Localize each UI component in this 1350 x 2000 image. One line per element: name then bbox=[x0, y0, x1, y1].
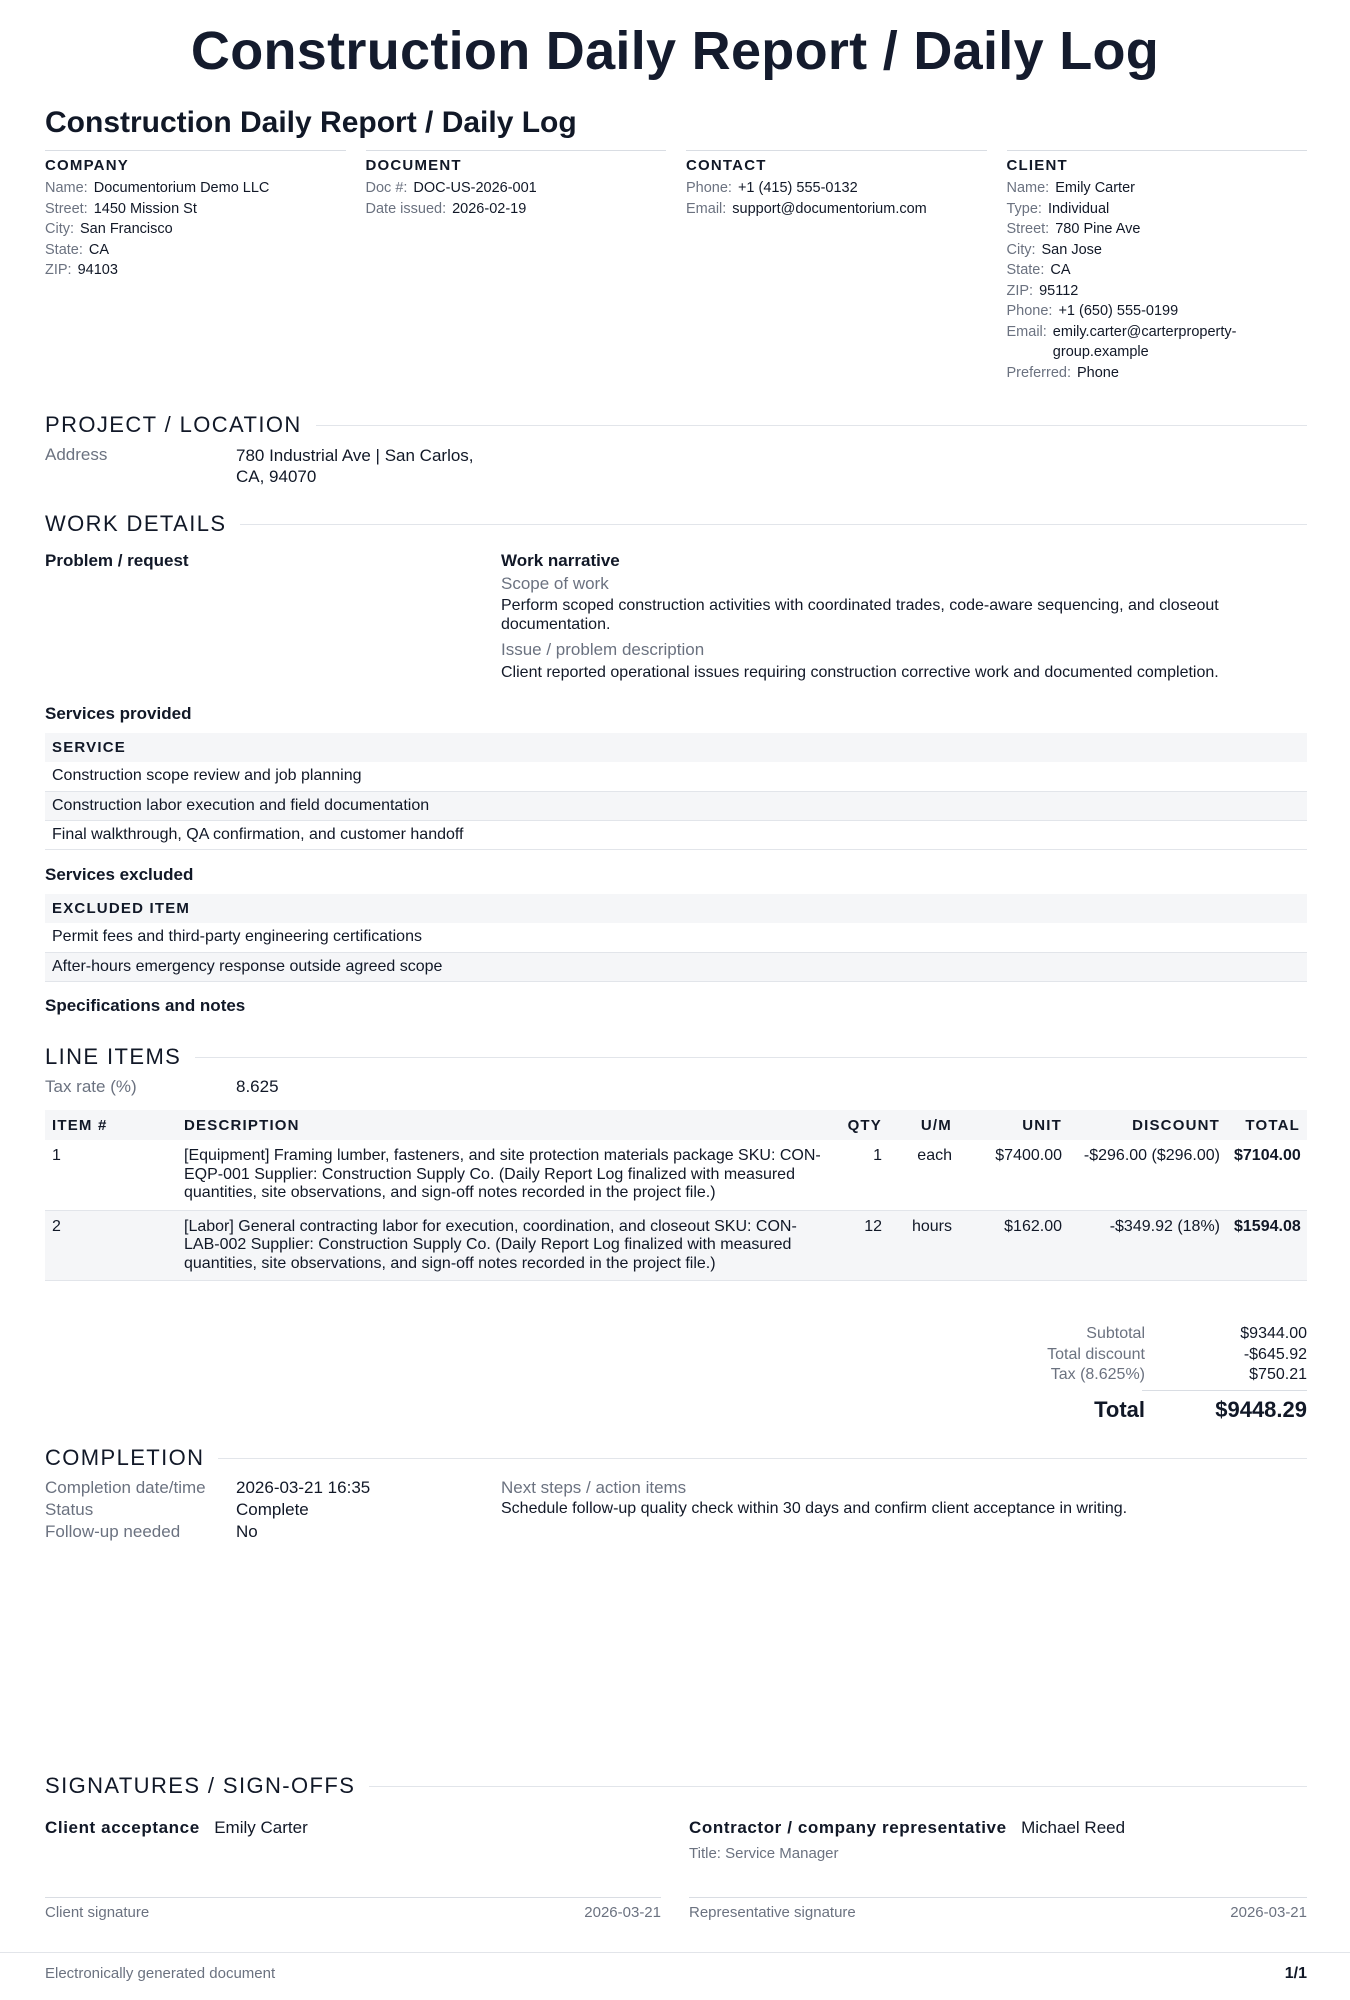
document-banner-title: Construction Daily Report / Daily Log bbox=[190, 21, 1160, 81]
service-cell: Construction labor execution and field documentation bbox=[45, 791, 1307, 820]
services-excluded-label: Services excluded bbox=[45, 865, 194, 884]
field-value: 95112 bbox=[1039, 282, 1079, 299]
excluded-cell: After-hours emergency response outside agreed scope bbox=[45, 952, 1307, 981]
discount-cell: -$296.00 ($296.00) bbox=[1069, 1140, 1227, 1210]
section-divider bbox=[369, 1786, 1307, 1787]
grand-total-label: Total bbox=[1094, 1396, 1145, 1422]
field-label: Street: bbox=[1006, 221, 1050, 237]
qty-cell: 12 bbox=[835, 1210, 889, 1281]
um-cell: hours bbox=[889, 1210, 959, 1281]
subtotal-value: $9344.00 bbox=[1240, 1325, 1307, 1342]
field-value: Emily Carter bbox=[1055, 180, 1135, 196]
company-block bbox=[45, 150, 346, 383]
next-steps-text: Schedule follow-up quality check within 30 days and confirm client acceptance in writing. bbox=[501, 1500, 1128, 1517]
tax-value: $750.21 bbox=[1249, 1366, 1307, 1383]
field-label: Phone: bbox=[686, 180, 732, 196]
total-discount-value: -$645.92 bbox=[1243, 1345, 1307, 1363]
company-field bbox=[45, 178, 346, 199]
client-acceptance-name: Emily Carter bbox=[214, 1818, 308, 1837]
completion-datetime-row bbox=[45, 1477, 495, 1499]
field-label: Doc #: bbox=[365, 180, 408, 196]
client-field bbox=[1007, 178, 1308, 199]
unit-cell: $7400.00 bbox=[959, 1140, 1069, 1210]
field-value: emily.carter@carterproperty-group.example bbox=[1052, 323, 1237, 360]
representative-label: Contractor / company representative bbox=[689, 1818, 1007, 1837]
completion-followup-row bbox=[45, 1521, 495, 1543]
contact-block bbox=[686, 150, 987, 383]
signatures-section-header bbox=[45, 1773, 1307, 1799]
client-field bbox=[1007, 301, 1308, 322]
field-label: State: bbox=[1006, 262, 1045, 278]
table-row bbox=[45, 1140, 1307, 1210]
representative-name: Michael Reed bbox=[1021, 1818, 1126, 1837]
document-title: Construction Daily Report / Daily Log bbox=[45, 106, 577, 139]
item-number-column-header: ITEM # bbox=[45, 1110, 177, 1140]
table-row bbox=[45, 952, 1307, 981]
section-divider bbox=[240, 524, 1307, 525]
completion-datetime-label: Completion date/time bbox=[45, 1478, 206, 1497]
project-heading: PROJECT / LOCATION bbox=[45, 412, 302, 437]
address-value: 780 Industrial Ave | San Carlos, CA, 94070 bbox=[236, 446, 474, 486]
representative-signature-row bbox=[689, 1904, 1307, 1921]
field-value: Individual bbox=[1047, 200, 1110, 217]
um-cell: each bbox=[889, 1140, 959, 1210]
total-cell: $7104.00 bbox=[1227, 1140, 1307, 1210]
field-label: ZIP: bbox=[45, 262, 72, 278]
footer bbox=[45, 1965, 1307, 1983]
info-columns bbox=[45, 150, 1307, 383]
table-row bbox=[45, 820, 1307, 849]
qty-cell: 1 bbox=[835, 1140, 889, 1210]
footer-divider bbox=[0, 1952, 1350, 1953]
total-column-header: TOTAL bbox=[1227, 1110, 1307, 1140]
followup-label: Follow-up needed bbox=[45, 1522, 181, 1541]
item-number-cell: 1 bbox=[45, 1140, 177, 1210]
field-value: 2026-02-19 bbox=[452, 200, 527, 217]
next-steps-label: Next steps / action items bbox=[501, 1478, 687, 1497]
field-value: support@documentorium.com bbox=[732, 200, 927, 217]
um-column-header: U/M bbox=[889, 1110, 959, 1140]
totals-block bbox=[45, 1324, 1307, 1423]
company-field bbox=[45, 219, 346, 240]
client-field bbox=[1007, 281, 1308, 302]
field-value: San Jose bbox=[1041, 241, 1102, 258]
document-block bbox=[366, 150, 667, 383]
service-cell: Final walkthrough, QA confirmation, and customer handoff bbox=[45, 820, 1307, 849]
contact-heading: CONTACT bbox=[686, 157, 767, 174]
client-field bbox=[1007, 260, 1308, 281]
field-value: CA bbox=[1050, 262, 1071, 278]
field-label: Street: bbox=[45, 200, 88, 217]
field-value: 1450 Mission St bbox=[93, 200, 197, 217]
excluded-column-header: EXCLUDED ITEM bbox=[45, 894, 1307, 923]
client-acceptance-label: Client acceptance bbox=[45, 1818, 200, 1837]
grand-total-value: $9448.29 bbox=[1215, 1396, 1307, 1422]
field-label: ZIP: bbox=[1006, 282, 1034, 299]
client-field bbox=[1007, 199, 1308, 220]
company-field bbox=[45, 199, 346, 220]
signatures-heading: SIGNATURES / SIGN-OFFS bbox=[45, 1773, 356, 1798]
services-column-header: SERVICE bbox=[45, 733, 1307, 762]
field-value: Documentorium Demo LLC bbox=[93, 180, 270, 196]
total-discount-label: Total discount bbox=[1047, 1345, 1145, 1363]
field-value: CA bbox=[88, 241, 110, 258]
footer-note: Electronically generated document bbox=[45, 1965, 276, 1982]
field-value: 94103 bbox=[77, 262, 118, 278]
line-items-header-row bbox=[45, 1110, 1307, 1140]
document-heading: DOCUMENT bbox=[365, 157, 462, 174]
total-divider-wrap bbox=[45, 1390, 1307, 1391]
discount-cell: -$349.92 (18%) bbox=[1069, 1210, 1227, 1281]
company-field bbox=[45, 260, 346, 281]
line-items-heading: LINE ITEMS bbox=[45, 1044, 182, 1069]
document-page bbox=[45, 0, 1307, 2000]
section-divider bbox=[195, 1057, 1307, 1058]
completion-status-row bbox=[45, 1499, 495, 1521]
subtotal-row bbox=[45, 1324, 1307, 1345]
work-heading: WORK DETAILS bbox=[45, 511, 227, 536]
services-table bbox=[45, 733, 1307, 850]
representative-signature-line bbox=[689, 1897, 1307, 1898]
field-value: San Francisco bbox=[80, 221, 173, 237]
company-heading: COMPANY bbox=[45, 157, 129, 174]
page-number: 1/1 bbox=[1284, 1965, 1307, 1982]
field-label: Date issued: bbox=[365, 200, 447, 217]
client-block bbox=[1007, 150, 1308, 383]
excluded-cell: Permit fees and third-party engineering certifications bbox=[45, 923, 1307, 952]
line-items-table bbox=[45, 1110, 1307, 1281]
total-divider bbox=[1142, 1390, 1307, 1391]
contact-field bbox=[686, 178, 987, 199]
client-field bbox=[1007, 322, 1308, 363]
client-signature-line bbox=[45, 1897, 661, 1898]
next-steps-block bbox=[501, 1477, 1307, 1518]
section-divider bbox=[218, 1458, 1307, 1459]
contact-field bbox=[686, 199, 987, 220]
field-label: Preferred: bbox=[1006, 364, 1071, 381]
description-column-header: DESCRIPTION bbox=[177, 1110, 835, 1140]
field-label: Email: bbox=[686, 200, 727, 217]
scope-text: Perform scoped construction activities with coordinated trades, code-aware sequencing, and closeout documentation. bbox=[501, 597, 1219, 633]
completion-datetime-value: 2026-03-21 16:35 bbox=[236, 1478, 371, 1497]
field-label: Type: bbox=[1006, 200, 1042, 217]
table-row bbox=[45, 762, 1307, 791]
discount-row bbox=[45, 1345, 1307, 1366]
services-provided-label: Services provided bbox=[45, 704, 192, 723]
specs-label: Specifications and notes bbox=[45, 996, 246, 1015]
representative-signature-date: 2026-03-21 bbox=[1230, 1904, 1307, 1921]
field-label: Name: bbox=[45, 180, 88, 196]
client-signature-date: 2026-03-21 bbox=[584, 1904, 661, 1921]
client-field bbox=[1007, 240, 1308, 261]
representative-title: Title: Service Manager bbox=[689, 1845, 839, 1862]
client-field bbox=[1007, 219, 1308, 240]
service-cell: Construction scope review and job planning bbox=[45, 762, 1307, 791]
representative-block bbox=[689, 1818, 1307, 1862]
client-acceptance-block bbox=[45, 1818, 661, 1838]
completion-section-header bbox=[45, 1445, 1307, 1471]
problem-label: Problem / request bbox=[45, 551, 189, 570]
document-field bbox=[366, 178, 667, 199]
scope-label: Scope of work bbox=[501, 574, 609, 593]
tax-rate-label: Tax rate (%) bbox=[45, 1077, 137, 1096]
work-narrative bbox=[501, 551, 1307, 682]
description-cell: [Equipment] Framing lumber, fasteners, and site protection materials package SKU: CON-EQP-001 Supplier: Construction Supply Co. (Daily Report Log finalized with measured quantities, site observations, and sign-off notes recorded in the project file.) bbox=[177, 1140, 835, 1210]
representative-signature-label: Representative signature bbox=[689, 1904, 856, 1921]
issue-text: Client reported operational issues requiring construction corrective work and documented completion. bbox=[501, 664, 1219, 681]
field-value: DOC-US-2026-001 bbox=[413, 180, 537, 196]
table-row bbox=[45, 791, 1307, 820]
unit-column-header: UNIT bbox=[959, 1110, 1069, 1140]
completion-fields bbox=[45, 1477, 495, 1543]
field-value: +1 (415) 555-0132 bbox=[737, 180, 858, 196]
field-value: +1 (650) 555-0199 bbox=[1058, 303, 1179, 319]
table-row bbox=[45, 923, 1307, 952]
tax-row bbox=[45, 1365, 1307, 1386]
field-label: Name: bbox=[1006, 180, 1050, 196]
client-heading: CLIENT bbox=[1006, 157, 1068, 174]
address-label: Address bbox=[45, 445, 108, 464]
table-row bbox=[45, 1210, 1307, 1281]
field-value: Phone bbox=[1076, 364, 1119, 381]
section-divider bbox=[316, 425, 1307, 426]
tax-label: Tax (8.625%) bbox=[1050, 1366, 1145, 1383]
status-value: Complete bbox=[236, 1500, 309, 1519]
field-label: Phone: bbox=[1006, 303, 1053, 319]
excluded-table bbox=[45, 894, 1307, 982]
status-label: Status bbox=[45, 1500, 94, 1519]
client-signature-label: Client signature bbox=[45, 1904, 150, 1921]
grand-total-row bbox=[45, 1397, 1307, 1423]
completion-heading: COMPLETION bbox=[45, 1445, 205, 1470]
unit-cell: $162.00 bbox=[959, 1210, 1069, 1281]
tax-rate-value: 8.625 bbox=[236, 1077, 279, 1096]
line-items-section-header bbox=[45, 1044, 1307, 1070]
field-label: Email: bbox=[1006, 323, 1047, 340]
client-signature-row bbox=[45, 1904, 661, 1921]
subtotal-label: Subtotal bbox=[1086, 1325, 1145, 1342]
issue-label: Issue / problem description bbox=[501, 640, 705, 659]
item-number-cell: 2 bbox=[45, 1210, 177, 1281]
description-cell: [Labor] General contracting labor for execution, coordination, and closeout SKU: CON-LAB-002 Supplier: Construction Supply Co. (Daily Report Log finalized with measured quantities, site observations, and sign-off notes recorded in the project file.) bbox=[177, 1210, 835, 1281]
company-field bbox=[45, 240, 346, 261]
work-section-header bbox=[45, 511, 1307, 537]
total-cell: $1594.08 bbox=[1227, 1210, 1307, 1281]
client-field bbox=[1007, 363, 1308, 384]
discount-column-header: DISCOUNT bbox=[1069, 1110, 1227, 1140]
document-field bbox=[366, 199, 667, 220]
narrative-label: Work narrative bbox=[501, 551, 620, 570]
qty-column-header: QTY bbox=[835, 1110, 889, 1140]
field-label: City: bbox=[45, 221, 74, 237]
project-section-header bbox=[45, 412, 1307, 438]
field-label: State: bbox=[45, 241, 83, 258]
field-value: 780 Pine Ave bbox=[1055, 221, 1141, 237]
field-label: City: bbox=[1006, 241, 1036, 258]
followup-value: No bbox=[236, 1522, 258, 1541]
